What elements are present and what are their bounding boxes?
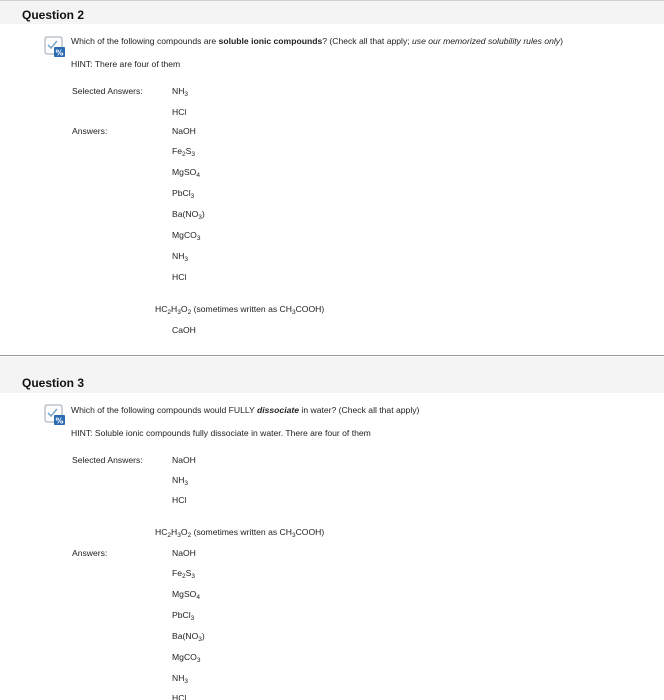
answer-option: $Ba(NO_3)$	[172, 209, 205, 221]
selected-answers-label: Selected Answers:	[72, 86, 143, 96]
answer-option: NaOH	[172, 548, 196, 558]
answer-option: MgCO$_3$	[172, 652, 201, 664]
answer-option: $Fe_2S_3$	[172, 568, 196, 580]
question-2-header	[0, 0, 664, 24]
selected-answers-label: Selected Answers:	[72, 455, 143, 465]
question-2-prompt: Which of the following compounds are soluble ionic compounds? (Check all that apply; use our memorized solubility rules only)	[71, 36, 563, 46]
question-3-header	[0, 357, 664, 393]
answers-label: Answers:	[72, 126, 108, 136]
selected-answer: HCl	[172, 495, 187, 505]
answer-option: MgSO$_4$	[172, 589, 200, 601]
answer-option: $NH_3$	[172, 673, 189, 685]
selected-answer: $NH_3$	[172, 86, 189, 98]
answer-option: CaOH	[172, 325, 196, 335]
question-3-prompt: Which of the following compounds would FULLY dissociate in water? (Check all that apply)	[71, 405, 420, 415]
question-3-hint: HINT: Soluble ionic compounds fully dissociate in water. There are four of them	[71, 428, 371, 438]
question-2-body	[0, 24, 664, 356]
question-2-title: Question 2	[22, 8, 85, 22]
selected-answer: $HC_2H_3O_2$ (sometimes written as $CH_3COOH$)	[155, 527, 325, 539]
answer-option: HCl	[172, 693, 187, 700]
answer-option: $Fe_2S_3$	[172, 146, 196, 158]
selected-answer: $NH_3$	[172, 475, 189, 487]
svg-text:%: %	[55, 48, 64, 58]
answer-option: PbCl$_3$	[172, 610, 195, 622]
svg-text:%: %	[55, 416, 64, 426]
answer-option: MgCO$_3$	[172, 230, 201, 242]
selected-answer: NaOH	[172, 455, 196, 465]
answer-option: NaOH	[172, 126, 196, 136]
answer-option: $Ba(NO_3)$	[172, 631, 205, 643]
answer-option: $NH_3$	[172, 251, 189, 263]
selected-answer: HCl	[172, 107, 187, 117]
question-survey-icon	[44, 404, 66, 426]
question-3-title: Question 3	[22, 376, 85, 390]
answer-option: HCl	[172, 272, 187, 282]
question-3-body	[0, 393, 664, 700]
answer-option: $HC_2H_3O_2$ (sometimes written as $CH_3COOH$)	[155, 304, 325, 316]
answers-label: Answers:	[72, 548, 108, 558]
question-2-hint: HINT: There are four of them	[71, 59, 181, 69]
answer-option: MgSO$_4$	[172, 167, 200, 179]
answer-option: PbCl$_3$	[172, 188, 195, 200]
question-survey-icon	[44, 36, 66, 58]
